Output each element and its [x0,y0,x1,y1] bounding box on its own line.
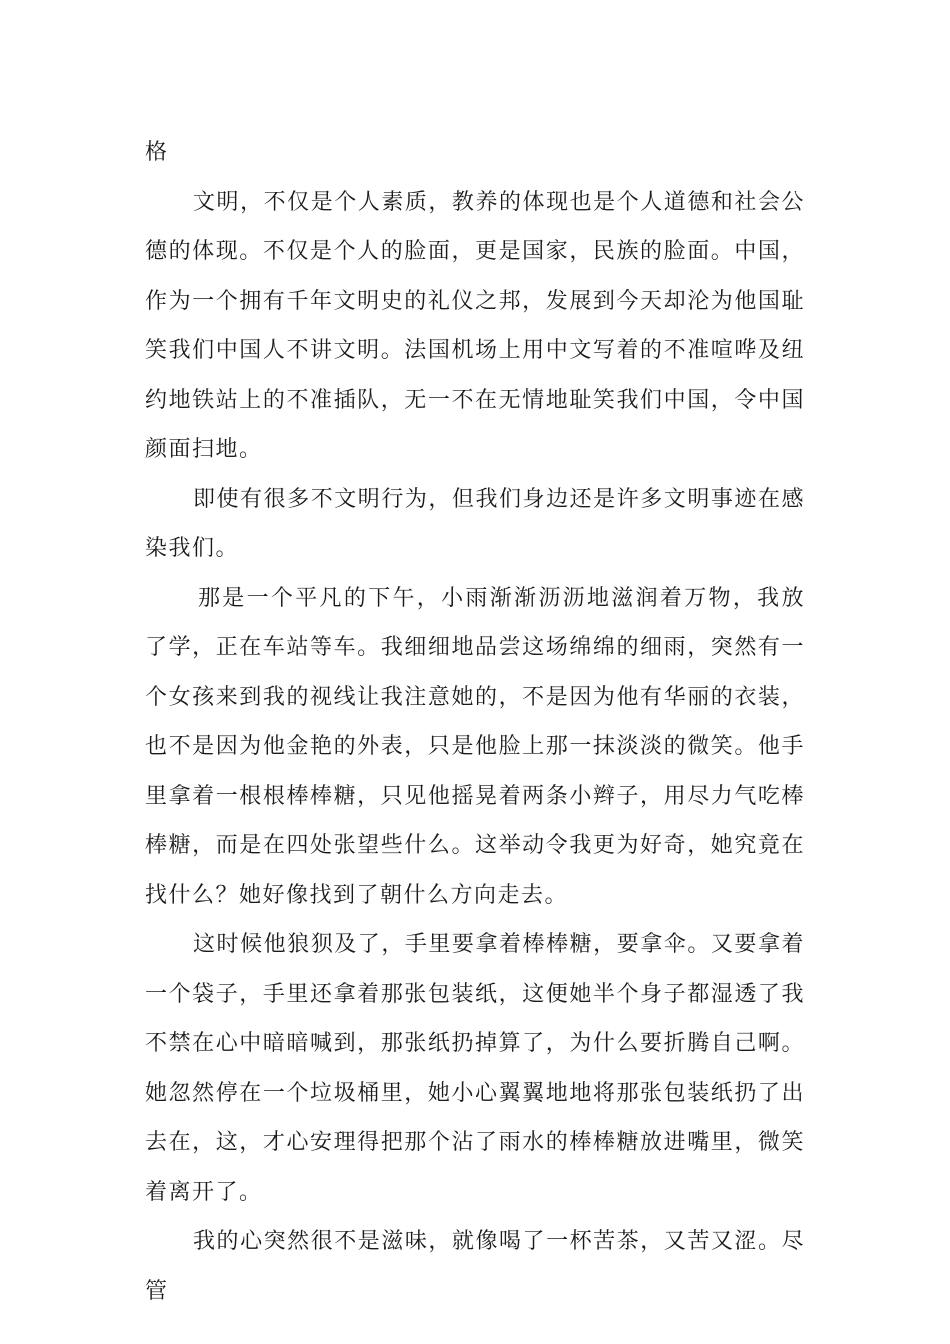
paragraph-civilization-definition: 文明，不仅是个人素质，教养的体现也是个人道德和社会公德的体现。不仅是个人的脸面，更是国家，民族的脸面。中国，作为一个拥有千年文明史的礼仪之邦，发展到今天却沦为他国耻笑我们中国人不讲文明。法国机场上用中文写着的不准喧哗及纽约地铁站上的不准插队，无一不在无情地耻笑我们中国，令中国颜面扫地。 [145,189,805,462]
paragraph-girl-wrapper: 这时候他狼狈及了，手里要拿着棒棒糖，要拿伞。又要拿着一个袋子，手里还拿着那张包装纸，这便她半个身子都湿透了我不禁在心中暗暗喊到，那张纸扔掉算了，为什么要折腾自己啊。她忽然停在一个垃圾桶里，她小心翼翼地地将那张包装纸扔了出去在，这，才心安理得把那个沾了雨水的棒棒糖放进嘴里，微笑着离开了。 [145,932,805,1205]
paragraph-rainy-afternoon: 那是一个平凡的下午，小雨渐渐沥沥地滋润着万物，我放了学，正在车站等车。我细细地品尝这场绵绵的细雨，突然有一个女孩来到我的视线让我注意她的，不是因为他有华丽的衣装，也不是因为他金艳的外表，只是他脸上那一抹淡淡的微笑。他手里拿着一根根棒棒糖，只见他摇晃着两条小辫子，用尽力气吃棒棒糖，而是在四处张望些什么。这举动令我更为好奇，她究竟在找什么？她好像找到了朝什么方向走去。 [145,585,805,908]
paragraph-continuation: 格 [145,140,169,165]
paragraph-transition: 即使有很多不文明行为，但我们身边还是许多文明事迹在感染我们。 [145,486,805,561]
document-body [145,128,805,1316]
paragraph-reflection: 我的心突然很不是滋味，就像喝了一杯苦茶，又苦又涩。尽管 [145,1229,805,1304]
